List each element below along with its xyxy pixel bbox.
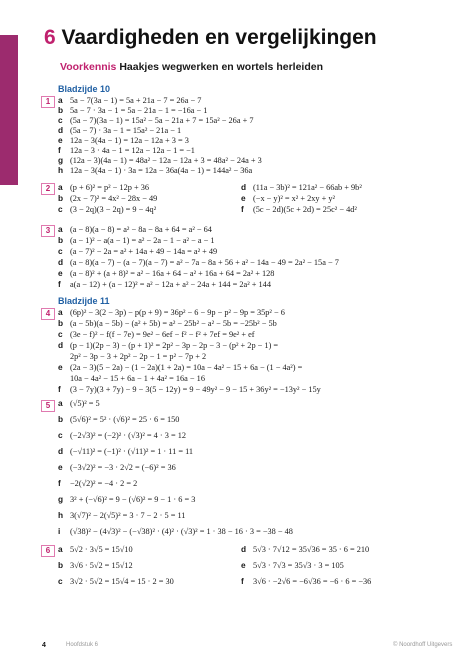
page-heading-11: Bladzijde 11 [58,296,110,306]
answer-5b: b (5√6)² = 5² · (√6)² = 25 · 6 = 150 [58,414,180,424]
answer-4a: a (6p)² − 3(2 − 3p) − p(p + 9) = 36p² − 6 − 9p − p² − 9p = 35p² − 6 [58,307,285,317]
answer-2d: d (11a − 3b)² = 121a² − 66ab + 9b² [241,182,362,192]
answer-1g: g (12a − 3)(4a − 1) = 48a² − 12a − 12a + 3 = 48a² − 24a + 3 [58,155,262,165]
answer-4e-cont: 10a − 4a² − 15 + 6a − 1 + 4a² = 16a − 16 [70,374,205,383]
answer-4b: b (a − 5b)(a − 5b) − (a² + 5b) = a² − 25b² − a² − 5b = −25b² − 5b [58,318,277,328]
answer-3c: c (a − 7)² − 2a = a² + 14a + 49 − 14a = a² + 49 [58,246,218,256]
page-heading-10: Bladzijde 10 [58,84,111,94]
answer-5f: f −2(√2)² = −4 · 2 = 2 [58,478,138,488]
answer-2c: c (3 − 2q)(3 − 2q) = 9 − 4q² [58,204,157,214]
exercise-number-2: 2 [41,183,55,195]
answer-5g: g 3² + (−√6)² = 9 − (√6)² = 9 − 1 · 6 = 3 [58,494,196,504]
answer-2e: e (−x − y)² = x² + 2xy + y² [241,193,336,203]
answer-1d: d (5a − 7) · 3a − 1 = 15a² − 21a − 1 [58,125,182,135]
answer-3e: e (a − 8)² + (a + 8)² = a² − 16a + 64 − a² + 16a + 64 = 2a² + 128 [58,268,275,278]
answer-4d-cont: 2p² − 3p − 3 + 2p² − 2p − 1 = p² − 7p + 2 [70,352,207,361]
answer-6c: c 3√2 · 5√2 = 15√4 = 15 · 2 = 30 [58,576,174,586]
answer-3f: f a(a − 12) + (a − 12)² = a² − 12a + a² − 24a + 144 = 2a² + 144 [58,279,271,289]
answer-1c: c (5a − 7)(3a − 1) = 15a² − 5a − 21a + 7 = 15a² − 26a + 7 [58,115,254,125]
chapter-number: 6 [44,26,56,49]
exercise-number-1: 1 [41,96,55,108]
answer-3d: d (a − 8)(a − 7) − (a − 7)(a − 7) = a² − 7a − 8a + 56 + a² − 14a − 49 = 2a² − 15a − 7 [58,257,339,267]
answer-3b: b (a − 1)² − a(a − 1) = a² − 2a − 1 − a² − a − 1 [58,235,215,245]
answer-3a: a (a − 8)(a − 8) = a² − 8a − 8a + 64 = a² − 64 [58,224,212,234]
answer-1b: b 5a − 7 · 3a − 1 = 5a − 21a − 1 = −16a − 1 [58,105,208,115]
answer-5d: d (−√11)² = (−1)² · (√11)² = 1 · 11 = 11 [58,446,194,456]
answer-2b: b (2x − 7)² = 4x² − 28x − 49 [58,193,158,203]
chapter-sidebar-tab [0,35,18,185]
answer-4f: f (3 − 7y)(3 + 7y) − 9 − 3(5 − 12y) = 9 − 49y² − 9 − 15 + 36y² = −13y² − 15y [58,384,321,394]
answer-6a: a 5√2 · 3√5 = 15√10 [58,544,133,554]
answer-4d: d (p − 1)(2p − 3) − (p + 1)² = 2p² − 3p − 2p − 3 − (p² + 2p − 1) = [58,340,279,350]
exercise-number-4: 4 [41,308,55,320]
chapter-title [44,26,377,50]
answer-5i: i (√38)² − (4√3)² − (−√38)² · (4)² · (√3)² = 1 · 38 − 16 · 3 = −38 − 48 [58,526,293,536]
exercise-number-6: 6 [41,545,55,557]
answer-1h: h 12a − 3(4a − 1) · 3a = 12a − 36a(4a − 1) = 144a² − 36a [58,165,253,175]
exercise-number-5: 5 [41,400,55,412]
answer-6d: d 5√3 · 7√12 = 35√36 = 35 · 6 = 210 [241,544,370,554]
answer-5c: c (−2√3)² = (−2)² · (√3)² = 4 · 3 = 12 [58,430,186,440]
answer-6e: e 5√3 · 7√3 = 35√3 · 3 = 105 [241,560,344,570]
answer-5a: a (√5)² = 5 [58,398,100,408]
chapter-title-text: Vaardigheden en vergelijkingen [61,26,377,49]
answer-1a: a 5a − 7(3a − 1) = 5a + 21a − 7 = 26a − 7 [58,95,202,105]
page-number: 4 [42,642,46,649]
answer-2a: a (p + 6)² = p² − 12p + 36 [58,182,149,192]
answer-4e: e (2a − 3)(5 − 2a) − (1 − 2a)(1 + 2a) = 10a − 4a² − 15 + 6a − (1 − 4a²) = [58,362,303,372]
section-key: Voorkennis [60,61,117,73]
answer-2f: f (5c − 2d)(5c + 2d) = 25c² − 4d² [241,204,357,214]
answer-6f: f 3√6 · −2√6 = −6√36 = −6 · 6 = −36 [241,576,372,586]
footer-publisher: © Noordhoff Uitgevers [393,642,453,648]
section-title-text: Haakjes wegwerken en wortels herleiden [119,61,323,73]
answer-6b: b 3√6 · 5√2 = 15√12 [58,560,133,570]
exercise-number-3: 3 [41,225,55,237]
answer-1f: f 12a − 3 · 4a − 1 = 12a − 12a − 1 = −1 [58,145,195,155]
section-title [60,61,323,73]
footer-chapter-ref: Hoofdstuk 6 [66,642,99,648]
answer-5h: h 3(√7)² − 2(√5)² = 3 · 7 − 2 · 5 = 11 [58,510,186,520]
answer-5e: e (−3√2)² = −3 · 2√2 = (−6)² = 36 [58,462,176,472]
answer-4c: c (3e − f)² − f(f − 7e) = 9e² − 6ef − f² − f² + 7ef = 9e² + ef [58,329,255,339]
answer-1e: e 12a − 3(4a − 1) = 12a − 12a + 3 = 3 [58,135,189,145]
